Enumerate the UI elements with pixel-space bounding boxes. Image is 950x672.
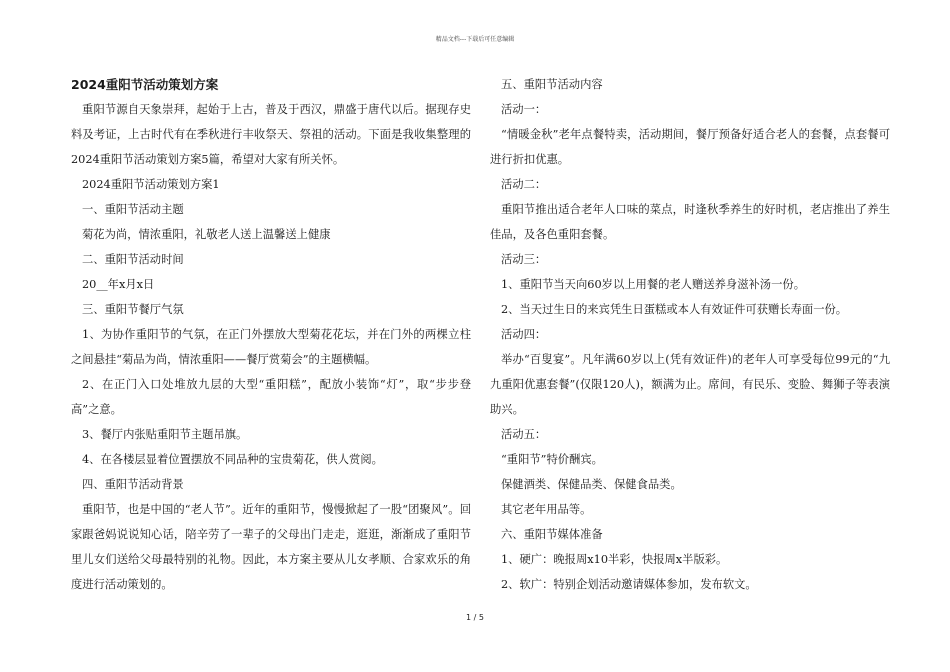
paragraph: “重阳节”特价酬宾。 (501, 453, 603, 466)
activity-label: 活动一： (501, 103, 547, 116)
section-heading: 一、重阳节活动主题 (82, 203, 184, 216)
section-heading: 二、重阳节活动时间 (82, 253, 184, 266)
paragraph: 重阳节推出适合老年人口味的菜点，时逢秋季养生的好时机，老店推出了养生佳品，及各色重阳套餐。 (490, 203, 890, 241)
activity-label: 活动三： (501, 253, 547, 266)
left-column (71, 72, 471, 597)
paragraph: 4、在各楼层显着位置摆放不同品种的宝贵菊花，供人赏阅。 (82, 453, 383, 466)
paragraph: 其它老年用品等。 (501, 503, 592, 516)
paragraph: 1、重阳节当天向60岁以上用餐的老人赠送养身滋补汤一份。 (501, 278, 805, 291)
activity-label: 活动二： (501, 178, 547, 191)
paragraph: 2、在正门入口处堆放九层的大型“重阳糕”，配放小装饰“灯”，取“步步登高”之意。 (71, 378, 471, 416)
right-column (490, 72, 890, 597)
section-heading: 五、重阳节活动内容 (501, 78, 603, 91)
section-heading: 三、重阳节餐厅气氛 (82, 303, 184, 316)
intro-paragraph: 重阳节源自天象崇拜，起始于上古，普及于西汉，鼎盛于唐代以后。据现存史料及考证，上古时代有在季秋进行丰收祭天、祭祖的活动。下面是我收集整理的2024重阳节活动策划方案5篇，希望对大家有所关怀。 (71, 103, 471, 166)
document-title: 2024重阳节活动策划方案 (71, 77, 219, 92)
paragraph: 举办“百叟宴”。凡年满60岁以上(凭有效证件)的老年人可享受每位99元的“九九重阳优惠套餐”(仅限120人)，额满为止。席间，有民乐、变脸、舞狮子等表演助兴。 (490, 353, 890, 416)
paragraph: 1、为协作重阳节的气氛，在正门外摆放大型菊花花坛，并在门外的两棵立柱之间悬挂“菊品为尚，情浓重阳——餐厅赏菊会”的主题横幅。 (71, 328, 471, 366)
paragraph: 2、当天过生日的来宾凭生日蛋糕或本人有效证件可获赠长寿面一份。 (501, 303, 848, 316)
paragraph: 1、硬广：晚报周x10半彩，快报周x半版彩。 (501, 553, 728, 566)
paragraph: 菊花为尚，情浓重阳，礼敬老人送上温馨送上健康 (82, 228, 331, 241)
section-heading: 六、重阳节媒体准备 (501, 528, 603, 541)
section-heading: 四、重阳节活动背景 (82, 478, 184, 491)
activity-label: 活动四： (501, 328, 547, 341)
paragraph: 3、餐厅内张贴重阳节主题吊旗。 (82, 428, 248, 441)
paragraph: 保健酒类、保健品类、保健食品类。 (501, 478, 682, 491)
paragraph: 2、软广：特别企划活动邀请媒体参加，发布软文。 (501, 578, 757, 591)
paragraph: 重阳节，也是中国的“老人节”。近年的重阳节，慢慢掀起了一股“团聚风”。回家跟爸妈说说知心话，陪辛劳了一辈子的父母出门走走，逛逛，渐渐成了重阳节里儿女们送给父母最特别的礼物。因此，本方案主要从儿女孝顺、合家欢乐的角度进行活动策划的。 (71, 503, 471, 591)
plan-heading: 2024重阳节活动策划方案1 (82, 178, 220, 191)
page-number: 1 / 5 (466, 613, 484, 622)
paragraph: 20__年x月x日 (82, 278, 155, 291)
page-header: 精品文档---下载后可任意编辑 (435, 36, 515, 43)
paragraph: “情暖金秋”老年点餐特卖，活动期间，餐厅预备好适合老人的套餐，点套餐可进行折扣优惠。 (490, 128, 890, 166)
activity-label: 活动五： (501, 428, 547, 441)
